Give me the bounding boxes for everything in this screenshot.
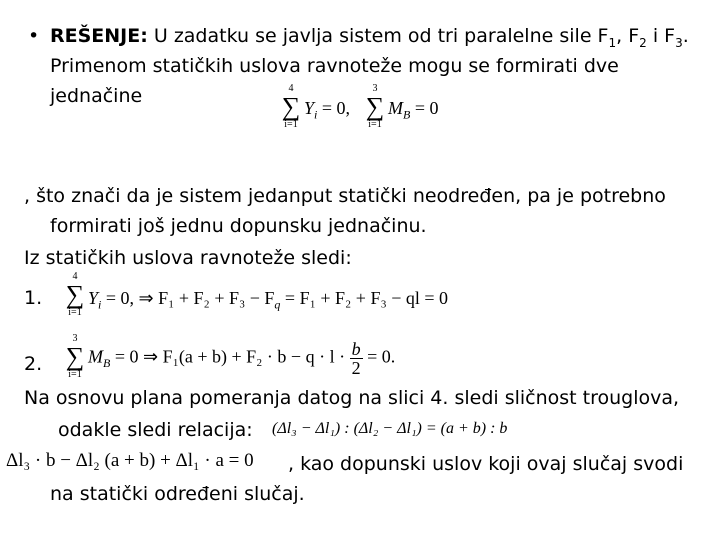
- sum-symbol: [364, 84, 386, 130]
- eq2-end: = 0.: [362, 346, 396, 367]
- eq1-rest2: = F₁ + F₂ + F₃ − ql = 0: [280, 288, 449, 308]
- solution-line-5: formirati još jednu dopunsku jednačinu.: [50, 215, 427, 237]
- eq1-rest: = 0, ⇒ F₁ + F₂ + F₃ − F: [101, 288, 275, 308]
- sum-upper-limit: 3: [72, 333, 78, 344]
- sigma: ∑: [65, 280, 85, 309]
- solution-line-9: Na osnovu plana pomeranja datog na slici 4. sledi sličnost trouglova,: [24, 387, 680, 409]
- solution-heading: REŠENJE:: [50, 25, 148, 47]
- f1-subscript: 1: [608, 35, 617, 50]
- eq1-term: Y: [88, 288, 99, 308]
- equation-1-label: 1.: [24, 287, 43, 309]
- equation-1: [88, 288, 448, 313]
- line1-sep1: , F: [616, 25, 640, 47]
- eq2-rest: = 0 ⇒ F₁(a + b) + F₂ · b − q · l ·: [110, 346, 346, 367]
- sum-upper-limit: 4: [72, 271, 78, 282]
- eq1-rest-sub: q: [274, 297, 281, 312]
- eq2-term: M: [88, 346, 103, 367]
- eq0-term1-sub: i: [314, 107, 318, 122]
- solution-line-1: [50, 24, 689, 55]
- equation-2-label: 2.: [24, 353, 43, 375]
- fraction-denominator: 2: [351, 358, 361, 378]
- eq0-part1: [304, 98, 350, 123]
- sum-symbol: [64, 334, 86, 380]
- solution-line-6: Iz statičkih uslova ravnoteže sledi:: [24, 247, 352, 269]
- f2-subscript: 2: [639, 35, 647, 50]
- line1-text: U zadatku se javlja sistem od tri paralelne sile F: [147, 25, 609, 47]
- eq0-end: = 0: [410, 98, 439, 118]
- sigma: ∑: [281, 92, 301, 121]
- eq0-term2-sub: B: [403, 107, 411, 122]
- eq0-mid: = 0,: [317, 98, 351, 118]
- eq0-term2: M: [388, 98, 403, 118]
- f3-subscript: 3: [675, 35, 683, 50]
- eq1-term-sub: i: [98, 297, 102, 312]
- solution-line-4: , što znači da je sistem jedanput statički neodređen, pa je potrebno: [24, 185, 666, 207]
- solution-line-10: odakle sledi relacija:: [58, 419, 253, 441]
- bullet: •: [28, 25, 40, 47]
- sum-symbol: [280, 84, 302, 130]
- eq0-term1: Y: [304, 98, 315, 118]
- equation-4: Δl₃ · b − Δl₂ (a + b) + Δl₁ · a = 0: [6, 450, 254, 471]
- solution-line-11: , kao dopunski uslov koji ovaj slučaj svodi: [288, 453, 684, 475]
- sigma: ∑: [365, 92, 385, 121]
- solution-line-3: jednačine: [50, 85, 143, 107]
- equation-2: [88, 340, 395, 377]
- line1-end: .: [682, 25, 689, 47]
- sum-symbol: [64, 272, 86, 318]
- line1-sep2: i F: [646, 25, 676, 47]
- eq0-part2: [388, 98, 439, 123]
- sum-lower-limit: i=1: [368, 119, 382, 130]
- solution-line-2: Primenom statičkih uslova ravnoteže mogu se formirati dve: [50, 55, 619, 77]
- sum-upper-limit: 4: [288, 83, 294, 94]
- equation-3: (Δl₃ − Δl₁) : (Δl₂ − Δl₁) = (a + b) : b: [272, 420, 508, 437]
- solution-line-12: na statički određeni slučaj.: [50, 483, 305, 505]
- sum-lower-limit: i=1: [68, 307, 82, 318]
- fraction-numerator: b: [351, 339, 361, 359]
- sigma: ∑: [65, 342, 85, 371]
- fraction: [350, 340, 363, 377]
- eq2-term-sub: B: [103, 356, 111, 371]
- sum-lower-limit: i=1: [284, 119, 298, 130]
- sum-lower-limit: i=1: [68, 369, 82, 380]
- sum-upper-limit: 3: [372, 83, 378, 94]
